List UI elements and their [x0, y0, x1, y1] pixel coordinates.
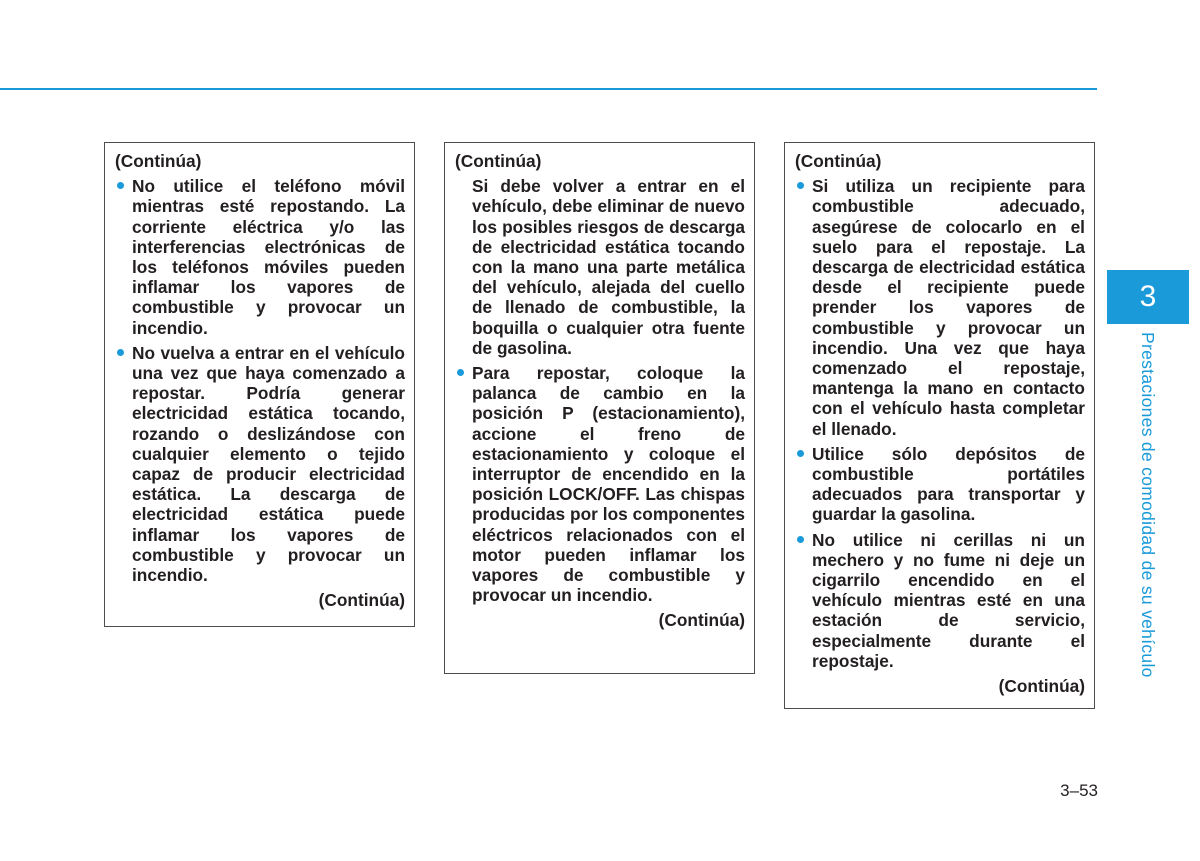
- bullet-dot-icon: [117, 349, 124, 356]
- bullet-item: [795, 444, 1085, 525]
- bullet-text: No utilice ni cerillas ni un mechero y no fume ni deje un cigarrilo encendido en el vehículo mientras esté en una estación de servicio, especialmente durante el repostaje.: [812, 529, 1085, 671]
- bullet-text: Si utiliza un recipiente para combustible adecuado, asegúrese de colocarlo en el suelo para el repostaje. La descarga de electricidad estática desde el recipiente puede prender los vapores de combustible y provocar un incendio. Una vez que haya comenzado el repostaje, mantenga la mano en contacto con el vehículo hasta completar el llenado.: [812, 176, 1085, 439]
- bullet-dot-icon: [797, 182, 804, 189]
- intro-paragraph: [455, 176, 745, 358]
- bullet-item: [795, 530, 1085, 671]
- header-rule: [0, 88, 1097, 90]
- bullet-item: [795, 176, 1085, 439]
- warning-box-3: [784, 142, 1095, 709]
- bullet-text: Para repostar, coloque la palanca de cambio en la posición P (estacionamiento), accione el freno de estacionamiento y coloque el interruptor de encendido en la posición LOCK/OFF. Las chispas producidas por los componentes eléctricos relacionados con el motor pueden inflamar los vapores de combustible y provocar un incendio.: [472, 363, 745, 606]
- continued-label-top: (Continúa): [115, 151, 202, 171]
- bullet-item: [115, 343, 405, 585]
- bullet-dot-icon: [117, 182, 124, 189]
- bullet-text: No vuelva a entrar en el vehículo una vez que haya comenzado a repostar. Podría generar electricidad estática tocando, rozando o deslizándose con cualquier elemento o tejido capaz de producir electricidad estática. La descarga de electricidad estática puede inflamar los vapores de combustible y provocar un incendio.: [132, 342, 405, 586]
- bullet-dot-icon: [797, 450, 804, 457]
- continued-label-bottom: (Continúa): [998, 676, 1085, 697]
- bullet-dot-icon: [457, 369, 464, 376]
- continued-label-top: (Continúa): [455, 151, 542, 171]
- chapter-side-title: Prestaciones de comodidad de su vehículo: [1138, 332, 1158, 678]
- continued-label-bottom: (Continúa): [318, 590, 405, 611]
- intro-text: Si debe volver a entrar en el vehículo, debe eliminar de nuevo los posibles riesgos de descarga de electricidad estática tocando con la mano una parte metálica del vehículo, alejada del cuello de llenado de combustible, la boquilla o cualquier otra fuente de gasolina.: [472, 176, 745, 358]
- continued-label-top: (Continúa): [795, 151, 882, 171]
- bullet-dot-icon: [797, 536, 804, 543]
- warning-box-1: [104, 142, 415, 627]
- page-number: 3–53: [1060, 781, 1098, 800]
- continued-label-bottom: (Continúa): [658, 610, 745, 631]
- chapter-number-tab: 3: [1107, 270, 1189, 324]
- bullet-text: No utilice el teléfono móvil mientras esté repostando. La corriente eléctrica y/o las interferencias electrónicas de los teléfonos móviles pueden inflamar los vapores de combustible y provocar un incendio.: [132, 176, 405, 338]
- warning-box-2: [444, 142, 755, 674]
- bullet-item: [455, 363, 745, 605]
- bullet-text: Utilice sólo depósitos de combustible portátiles adecuados para transportar y guardar la gasolina.: [812, 443, 1085, 525]
- bullet-item: [115, 176, 405, 338]
